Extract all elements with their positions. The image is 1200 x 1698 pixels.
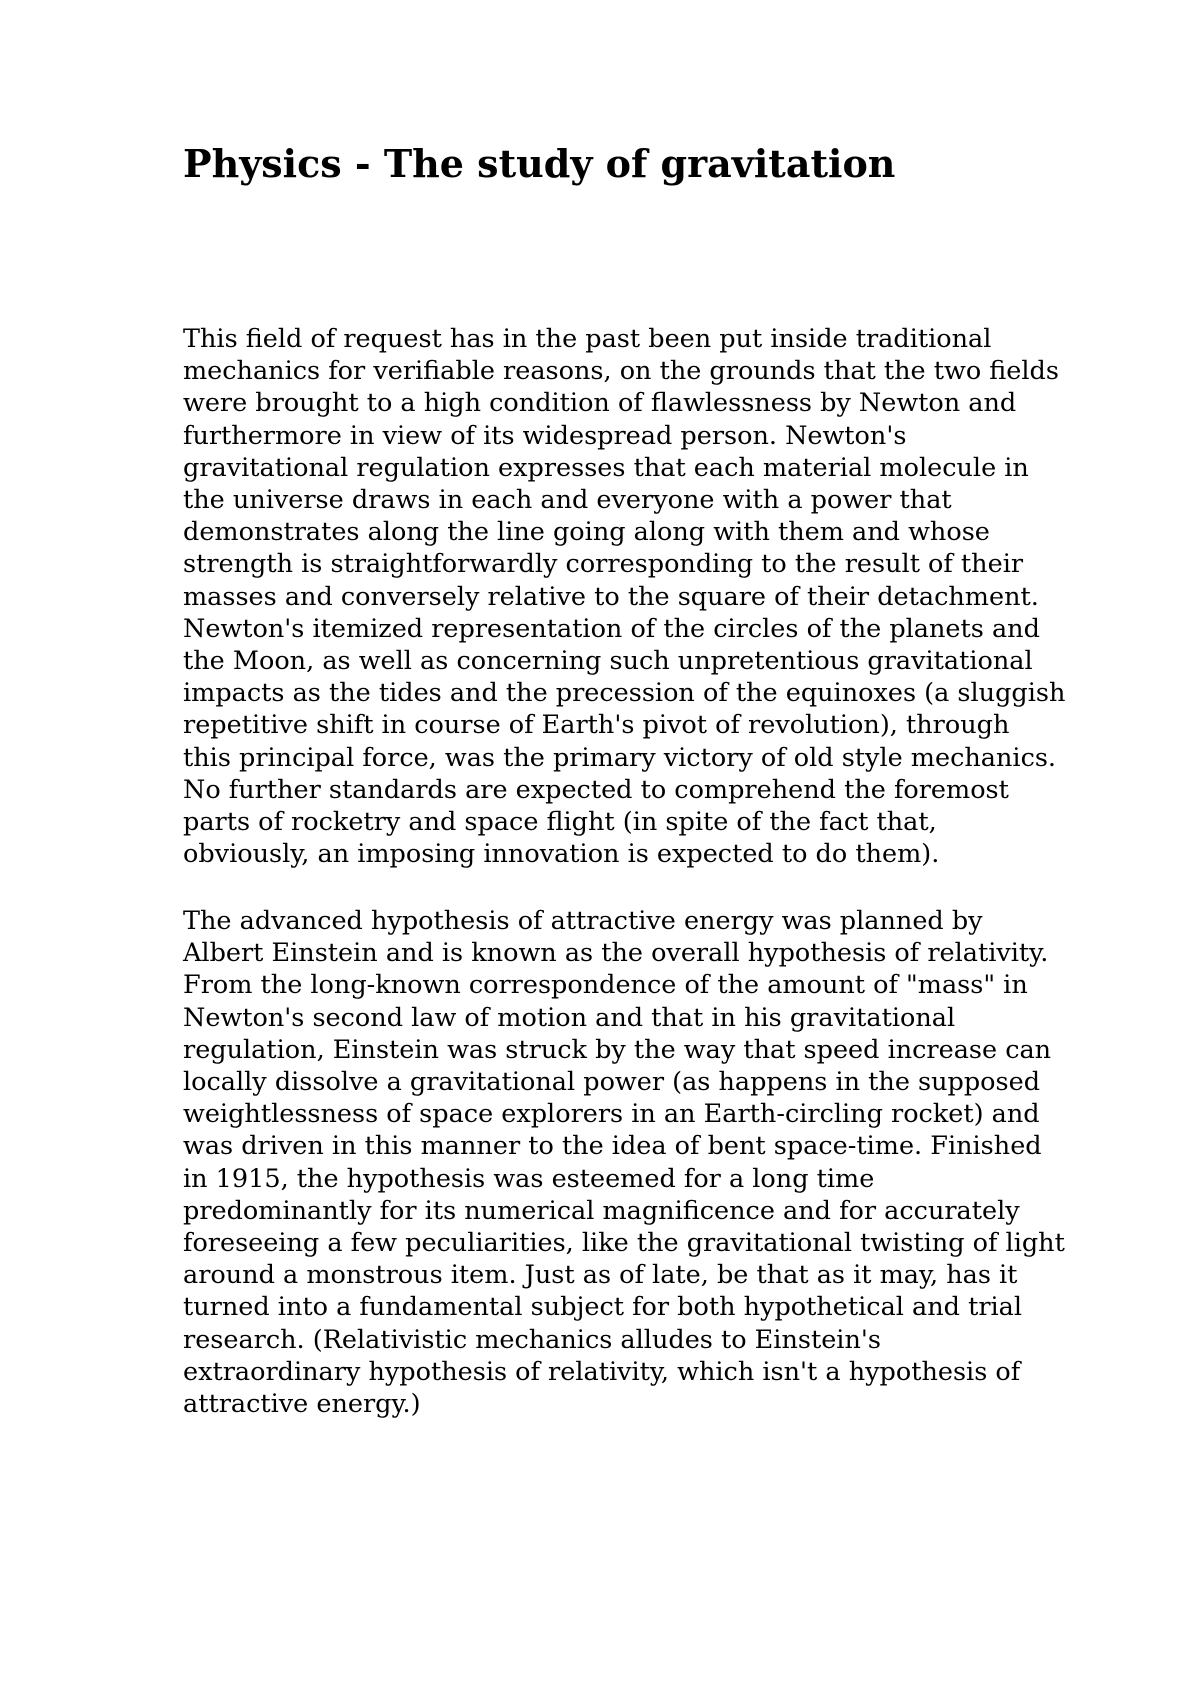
paragraph-line: regulation, Einstein was struck by the way that speed increase can xyxy=(183,1034,1052,1065)
paragraph-line: strength is straightforwardly corresponding to the result of their xyxy=(183,549,1024,580)
paragraph-line: demonstrates along the line going along with them and whose xyxy=(183,517,990,548)
paragraph-line: were brought to a high condition of flawlessness by Newton and xyxy=(183,388,1017,419)
paragraph-line: locally dissolve a gravitational power (as happens in the supposed xyxy=(183,1067,1041,1098)
paragraph-line: Newton's itemized representation of the circles of the planets and xyxy=(183,613,1040,644)
paragraph-line: This field of request has in the past been put inside traditional xyxy=(183,324,992,354)
paragraph-line: From the long-known correspondence of the amount of "mass" in xyxy=(183,970,1028,1001)
paragraph-line: furthermore in view of its widespread person. Newton's xyxy=(183,420,907,451)
paragraph-line: turned into a fundamental subject for both hypothetical and trial xyxy=(183,1292,1023,1323)
paragraph-line: was driven in this manner to the idea of bent space-time. Finished xyxy=(183,1131,1042,1162)
paragraph-line: parts of rocketry and space flight (in spite of the fact that, xyxy=(183,807,937,838)
paragraph-line: Newton's second law of motion and that in his gravitational xyxy=(183,1002,956,1033)
paragraph-line: The advanced hypothesis of attractive energy was planned by xyxy=(183,906,983,936)
page-title: Physics - The study of gravitation xyxy=(183,141,896,186)
paragraph-line: this principal force, was the primary victory of old style mechanics. xyxy=(183,742,1057,773)
paragraph-1 xyxy=(183,323,1066,870)
paragraph-line: research. (Relativistic mechanics alludes to Einstein's xyxy=(183,1324,881,1355)
paragraph-line: extraordinary hypothesis of relativity, which isn't a hypothesis of xyxy=(183,1356,1021,1387)
paragraph-line: around a monstrous item. Just as of late, be that as it may, has it xyxy=(183,1260,1018,1291)
paragraph-line: the universe draws in each and everyone with a power that xyxy=(183,485,952,516)
paragraph-line: obviously, an imposing innovation is expected to do them). xyxy=(183,839,940,870)
paragraph-line: attractive energy.) xyxy=(183,1389,421,1420)
paragraph-line: predominantly for its numerical magnificence and for accurately xyxy=(183,1195,1020,1226)
paragraph-2 xyxy=(183,905,1065,1420)
paragraph-line: the Moon, as well as concerning such unpretentious gravitational xyxy=(183,646,1033,677)
paragraph-line: mechanics for verifiable reasons, on the grounds that the two fields xyxy=(183,356,1059,387)
paragraph-line: impacts as the tides and the precession of the equinoxes (a sluggish xyxy=(183,678,1066,709)
paragraph-line: weightlessness of space explorers in an Earth-circling rocket) and xyxy=(183,1099,1040,1130)
paragraph-line: repetitive shift in course of Earth's pivot of revolution), through xyxy=(183,710,1010,741)
paragraph-line: masses and conversely relative to the square of their detachment. xyxy=(183,581,1039,612)
paragraph-line: foreseeing a few peculiarities, like the gravitational twisting of light xyxy=(183,1228,1065,1259)
paragraph-line: Albert Einstein and is known as the overall hypothesis of relativity. xyxy=(183,938,1049,969)
paragraph-line: No further standards are expected to comprehend the foremost xyxy=(183,774,1009,805)
paragraph-line: gravitational regulation expresses that each material molecule in xyxy=(183,452,1029,483)
paragraph-line: in 1915, the hypothesis was esteemed for a long time xyxy=(183,1163,875,1194)
